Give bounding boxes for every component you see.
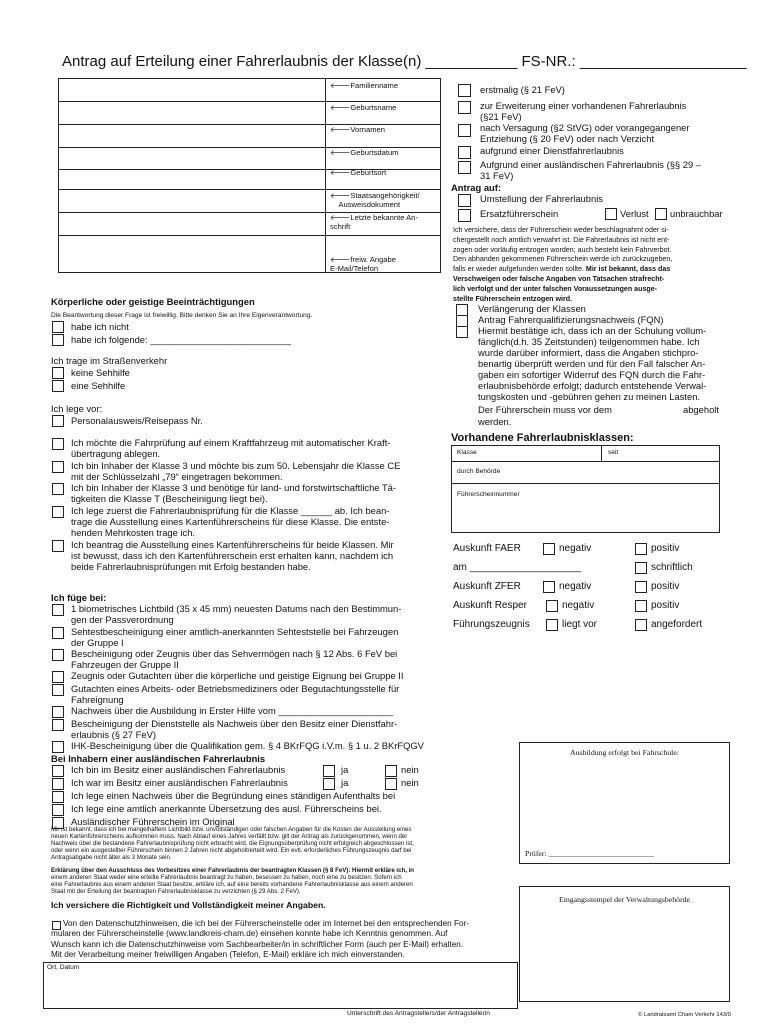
- checkbox-foreign-current-no[interactable]: [385, 765, 397, 777]
- foreign-translation: Ich lege eine amtlich anerkannte Übersetzung des ausl. Führerscheins bei.: [71, 803, 382, 814]
- declaration-bold: Ich versichere die Richtigkeit und Vollständigkeit meiner Angaben.: [51, 900, 326, 910]
- condition-first-exam: Ich lege zuerst die Fahrerlaubnisprüfung für die Klasse ______ ab. Ich bean- trage die Ausstellung eines Kartenführerscheins für diese Klasse. Die entste- henden Mehrkosten trage ich.: [71, 505, 390, 538]
- checkbox-class3-ce[interactable]: [52, 461, 64, 473]
- foreign-q1: Ich bin im Besitz einer ausländischen Fahrerlaubnis: [71, 764, 286, 775]
- field-email-telefon[interactable]: 🡐freiw. Angabe E-Mail/Telefon: [330, 255, 396, 273]
- existing-heading: Vorhandene Fahrerlaubnisklassen:: [451, 432, 634, 444]
- existing-behoerde: durch Behörde: [457, 468, 501, 475]
- condition-class3-ce: Ich bin Inhaber der Klasse 3 und möchte bis zum 50. Lebensjahr die Klasse CE mit der Schlüsselzahl „79“ eingetragen bekommen.: [71, 460, 401, 482]
- checkbox-schriftlich[interactable]: [635, 562, 647, 574]
- field-staatsangehoerigkeit[interactable]: 🡐Staatsangehörigkeit/ Ausweisdokument: [330, 191, 420, 209]
- field-geburtsname[interactable]: 🡐Geburtsname: [330, 103, 397, 112]
- zfer-negativ: negativ: [559, 581, 592, 592]
- checkbox-umstellung[interactable]: [458, 194, 471, 207]
- fz-angefordert: angefordert: [651, 619, 703, 630]
- checkbox-impairment[interactable]: [52, 334, 64, 346]
- driving-school-label: Ausbildung erfolgt bei Fahrschule:: [570, 748, 679, 757]
- option-verlaengerung: Verlängerung der Klassen: [478, 303, 586, 314]
- foreign-original: Ausländischer Führerschein im Original: [71, 816, 235, 827]
- checkbox-ausland[interactable]: [458, 161, 471, 174]
- fqn-pickup-3: werden.: [478, 416, 512, 427]
- auskunft-am: am ____________________: [453, 562, 581, 573]
- condition-automatic: Ich möchte die Fahrprüfung auf einem Kraftfahrzeug mit automatischer Kraft- übertragung ablegen.: [71, 437, 391, 459]
- privacy-text-cont: mularen der Führerscheinstelle (www.landkreis-cham.de) einsehen konnte habe ich Kenntnis genommen. Auf Wunsch kann ich die Datenschutzhinweise vom Sachbearbeiter/in in schriftlicher Form (auch per E-Mail) erhalten. Mit der Verarbeitung meiner freiwilligen Angaben (Telefon, E-Mail) erkläre ich mich einverstanden.: [51, 929, 464, 959]
- label-no-glasses: keine Sehhilfe: [71, 367, 130, 378]
- fz-liegt-vor: liegt vor: [562, 619, 598, 630]
- checkbox-resper-negativ[interactable]: [546, 600, 558, 612]
- checkbox-ihk[interactable]: [52, 741, 64, 753]
- auskunft-fuehrungszeugnis: Führungszeugnis: [453, 619, 530, 630]
- foreign-heading: Bei Inhabern einer ausländischen Fahrerlaubnis: [51, 753, 266, 764]
- option-ausland: Aufgrund einer ausländischen Fahrerlaubnis (§§ 29 – 31 FeV): [480, 159, 701, 181]
- checkbox-foreign-past-yes[interactable]: [323, 778, 335, 790]
- field-familienname[interactable]: 🡐Familienname: [330, 81, 399, 90]
- checkbox-faer-negativ[interactable]: [543, 543, 555, 555]
- auskunft-faer: Auskunft FAER: [453, 543, 521, 554]
- foreign-q2-yes: ja: [341, 777, 349, 788]
- checkbox-sehtest[interactable]: [52, 627, 64, 639]
- checkbox-photo[interactable]: [52, 604, 64, 616]
- option-erweiterung: zur Erweiterung einer vorhandenen Fahrerlaubnis (§21 FeV): [480, 100, 687, 122]
- checkbox-gutachten[interactable]: [52, 684, 64, 696]
- impairments-heading: Körperliche oder geistige Beeinträchtigungen: [51, 296, 255, 307]
- checkbox-foreign-current-yes[interactable]: [323, 765, 335, 777]
- checkbox-zeugnis[interactable]: [52, 671, 64, 683]
- faer-negativ: negativ: [559, 543, 592, 554]
- option-unbrauchbar: unbrauchbar: [670, 208, 723, 219]
- checkbox-dienststelle[interactable]: [52, 719, 64, 731]
- attach-heading: Ich füge bei:: [51, 592, 107, 603]
- attach-dienststelle: Bescheinigung der Dienststelle als Nachweis über den Besitz einer Dienstfahr- erlaubnis (§ 27 FeV): [71, 718, 398, 740]
- checkbox-first-exam[interactable]: [52, 506, 64, 518]
- existing-classes-table: [451, 445, 720, 533]
- checkbox-residence[interactable]: [52, 791, 64, 803]
- checkbox-fz-liegt-vor[interactable]: [546, 619, 558, 631]
- personal-data-box: [58, 78, 441, 273]
- label-glasses: eine Sehhilfe: [71, 380, 126, 391]
- privacy-text: Von den Datenschutzhinweisen, die ich bei der Führerscheinstelle oder im Internet bei den entsprechenden For-: [63, 919, 469, 928]
- page-title: Antrag auf Erteilung einer Fahrerlaubnis der Klasse(n) ___________ FS-NR.: ____________________: [62, 53, 747, 70]
- label-id-doc: Personalausweis/Reisepass Nr.: [71, 415, 203, 426]
- attach-sehvermoegen: Bescheinigung oder Zeugnis über das Sehvermögen nach § 12 Abs. 6 FeV bei Fahrzeugen der Gruppe II: [71, 648, 398, 670]
- option-verlust: Verlust: [620, 208, 649, 219]
- fqn-pickup-2: abgeholt: [683, 404, 719, 415]
- existing-col-seit: seit: [608, 449, 619, 456]
- label-no-impairment: habe ich nicht: [71, 321, 129, 332]
- attach-photo: 1 biometrisches Lichtbild (35 x 45 mm) neuesten Datums nach den Bestimmun- gen der Passverordnung: [71, 603, 402, 625]
- pruefer-label: Prüfer: ___________________________: [525, 849, 654, 858]
- checkbox-erstmalig[interactable]: [458, 84, 471, 97]
- field-vornamen[interactable]: 🡐Vornamen: [330, 125, 385, 134]
- checkbox-both-classes[interactable]: [52, 540, 64, 552]
- attach-sehtest: Sehtestbescheinigung einer amtlich-anerkannten Sehteststelle bei Fahrzeugen der Gruppe I: [71, 626, 399, 648]
- traffic-intro: Ich trage im Straßenverkehr: [51, 355, 168, 366]
- checkbox-no-impairment[interactable]: [52, 321, 64, 333]
- auskunft-zfer: Auskunft ZFER: [453, 581, 521, 592]
- assurance-text: Ich versichere, dass der Führerschein weder beschlagnahmt oder si- chergestellt noch amtlich verwahrt ist. Die Fahrerlaubnis ist nicht ent- zogen oder vorläufig entzogen worden; auch besteht kein Fahrverbot. Den abhanden gekommenen Führerschein werde ich zurückzugeben, falls er wieder aufgefunden werden sollte. Mir ist bekannt, dass das Verschweigen oder falsche Angaben von Tatsachen strafrecht- lich verfolgt und der unter falschen Voraussetzungen ausge- stellte Führerschein entzogen wird.: [453, 226, 673, 303]
- stamp-label: Eingangsstempel der Verwaltungsbehörde: [558, 895, 691, 904]
- checkbox-sehvermoegen[interactable]: [52, 649, 64, 661]
- checkbox-glasses[interactable]: [52, 380, 64, 392]
- checkbox-zfer-negativ[interactable]: [543, 581, 555, 593]
- option-fqn: Antrag Fahrerqualifizierungsnachweis (FQN): [478, 314, 664, 325]
- faer-positiv: positiv: [651, 543, 680, 554]
- resper-positiv: positiv: [651, 600, 680, 611]
- field-letzte-anschrift[interactable]: 🡐Letzte bekannte An- schrift: [330, 213, 418, 231]
- checkbox-translation[interactable]: [52, 804, 64, 816]
- signature-caption: Unterschrift des Antragstellers/der Antragstellerin: [347, 1010, 490, 1017]
- footer-copyright: © Landratsamt Cham Verkehr 143/0: [638, 1012, 731, 1018]
- option-erstmalig: erstmalig (§ 21 FeV): [480, 84, 565, 95]
- condition-class3-t: Ich bin Inhaber der Klasse 3 und benötige für land- und forstwirtschaftliche Tä- tigkeiten die Klasse T (Bescheinigung liegt bei).: [71, 482, 397, 504]
- checkbox-fqn-confirm[interactable]: [456, 326, 468, 338]
- fqn-pickup: Der Führerschein muss vor dem: [478, 404, 612, 415]
- attach-gutachten: Gutachten eines Arbeits- oder Betriebsmediziners oder Begutachtungsstelle für Fahreignung: [71, 683, 400, 705]
- attach-ihk: IHK-Bescheinigung über die Qualifikation gem. § 4 BKrFQG i.V.m. § 1 u. 2 BKrFQGV: [71, 740, 424, 751]
- checkbox-zfer-positiv[interactable]: [635, 581, 647, 593]
- resper-negativ: negativ: [562, 600, 595, 611]
- checkbox-unbrauchbar[interactable]: [655, 208, 667, 220]
- checkbox-verlust[interactable]: [605, 208, 617, 220]
- fqn-confirmation: Hiermit bestätige ich, dass ich an der Schulung vollum- fänglich(d.h. 35 Zeitstunden) teilgenommen habe. Ich wurde darüber informiert, dass die Angaben stichpro- benartig überprüft werden und für den Fall falscher An- gaben ein sofortiger Widerruf des FQN durch die Fahr- erlaubnisbehörde erfolgt; dadurch entstehende Verwal- tungskosten und -gebühren gehen zu meinen Lasten.: [478, 325, 707, 402]
- checkbox-id-doc[interactable]: [52, 415, 64, 427]
- driving-school-box[interactable]: [519, 742, 730, 864]
- field-geburtsort[interactable]: 🡐Geburtsort: [330, 168, 387, 177]
- checkbox-automatic[interactable]: [52, 438, 64, 450]
- checkbox-erste-hilfe[interactable]: [52, 706, 64, 718]
- checkbox-foreign-current[interactable]: [52, 765, 64, 777]
- checkbox-faer-positiv[interactable]: [635, 543, 647, 555]
- existing-col-klasse: Klasse: [457, 449, 477, 456]
- attach-erste-hilfe: Nachweis über die Ausbildung in Erster Hilfe vom ______________________: [71, 705, 394, 716]
- foreign-q2-no: nein: [401, 777, 419, 788]
- impairments-note: Die Beantwortung dieser Frage ist freiwillig. Bitte denken Sie an Ihre Eigenverantwortung.: [51, 312, 313, 319]
- declaration-text: Erklärung über den Ausschluss des Vorbesitzes einer Fahrerlaubnis der beantragten Klassen (§ 8 FeV): Hiermit erkläre ich, in einem anderen Staat weder eine erteilte Fahrerlaubnis beantragt zu haben, besessen zu haben, noch eine zu besitzen. Sofern ich eine Fahrerlaubnis aus einem anderen Staat besitze, erkläre ich, auf eine bereits vorhandene Fahrerlaubnisklasse aus einem anderen Staat mit der Erteilung der beantragten Fahrerlaubnisklasse zu verzichten (§ 29 Abs. 2 FeV).: [51, 867, 415, 895]
- notice-text: Mir ist bekannt, dass ich bei mangelhaftem Lichtbild bzw. unvollständigen oder falschen Angaben für die Kosten der Ausstellung eines neuen Kartenführerscheins aufkommen muss. Nach Ablauf eines Jahres verfällt bzw. gilt der Antrag als zurückgenommen, wenn der Nachweis über die bestandene Fahrerlaubnisprüfung nicht erbracht wird, die Eignungsüberprüfung nicht erfolgreich abgeschlossen ist, oder wenn ein ausgestellter Führerschein binnen 2 Jahren nicht abgeholt/erteilt wird. Ein evtl. erforderliches Führungszeugnis darf bei Antragsabgabe nicht älter als 3 Monate sein.: [51, 826, 414, 861]
- checkbox-fz-angefordert[interactable]: [635, 619, 647, 631]
- option-ersatz: Ersatzführerschein: [480, 208, 559, 219]
- place-date-label: Ort, Datum: [47, 964, 80, 971]
- option-versagung: nach Versagung (§2 StVG) oder vorangegangener Entziehung (§ 20 FeV) oder nach Verzicht: [480, 122, 690, 144]
- antrag-auf-heading: Antrag auf:: [451, 182, 501, 193]
- checkbox-ersatz[interactable]: [458, 209, 471, 222]
- field-geburtsdatum[interactable]: 🡐Geburtsdatum: [330, 148, 399, 157]
- foreign-q2: Ich war im Besitz einer ausländischen Fahrerlaubnis: [71, 777, 288, 788]
- stamp-box: [519, 886, 730, 1002]
- attach-zeugnis: Zeugnis oder Gutachten über die körperliche und geistige Eignung bei Gruppe II: [71, 670, 404, 681]
- signature-box[interactable]: [43, 962, 518, 1009]
- condition-both-classes: Ich beantrag die Ausstellung eines Kartenführerscheins für beide Klassen. Mir ist bewusst, dass ich den Kartenführerschein erst erhalten kann, nachdem ich beide Fahrerlaubnisprüfungen mit Erfolg bestanden habe.: [71, 539, 394, 572]
- checkbox-dienst[interactable]: [458, 146, 471, 159]
- checkbox-foreign-past[interactable]: [52, 778, 64, 790]
- foreign-q1-yes: ja: [341, 764, 349, 775]
- foreign-q1-no: nein: [401, 764, 419, 775]
- existing-fuehrerscheinnummer: Führerscheinnummer: [457, 491, 520, 498]
- foreign-residence: Ich lege einen Nachweis über die Begründung eines ständigen Aufenthalts bei: [71, 790, 396, 801]
- option-dienst: aufgrund einer Dienstfahrerlaubnis: [480, 145, 624, 156]
- auskunft-resper: Auskunft Resper: [453, 600, 527, 611]
- option-umstellung: Umstellung der Fahrerlaubnis: [480, 193, 603, 204]
- checkbox-erweiterung[interactable]: [458, 101, 471, 114]
- label-impairment: habe ich folgende: ___________________________: [71, 334, 292, 345]
- schriftlich: schriftlich: [651, 562, 693, 573]
- checkbox-resper-positiv[interactable]: [635, 600, 647, 612]
- checkbox-foreign-past-no[interactable]: [385, 778, 397, 790]
- checkbox-no-glasses[interactable]: [52, 367, 64, 379]
- zfer-positiv: positiv: [651, 581, 680, 592]
- checkbox-versagung[interactable]: [458, 124, 471, 137]
- checkbox-class3-t[interactable]: [52, 483, 64, 495]
- id-doc-intro: Ich lege vor:: [51, 403, 103, 414]
